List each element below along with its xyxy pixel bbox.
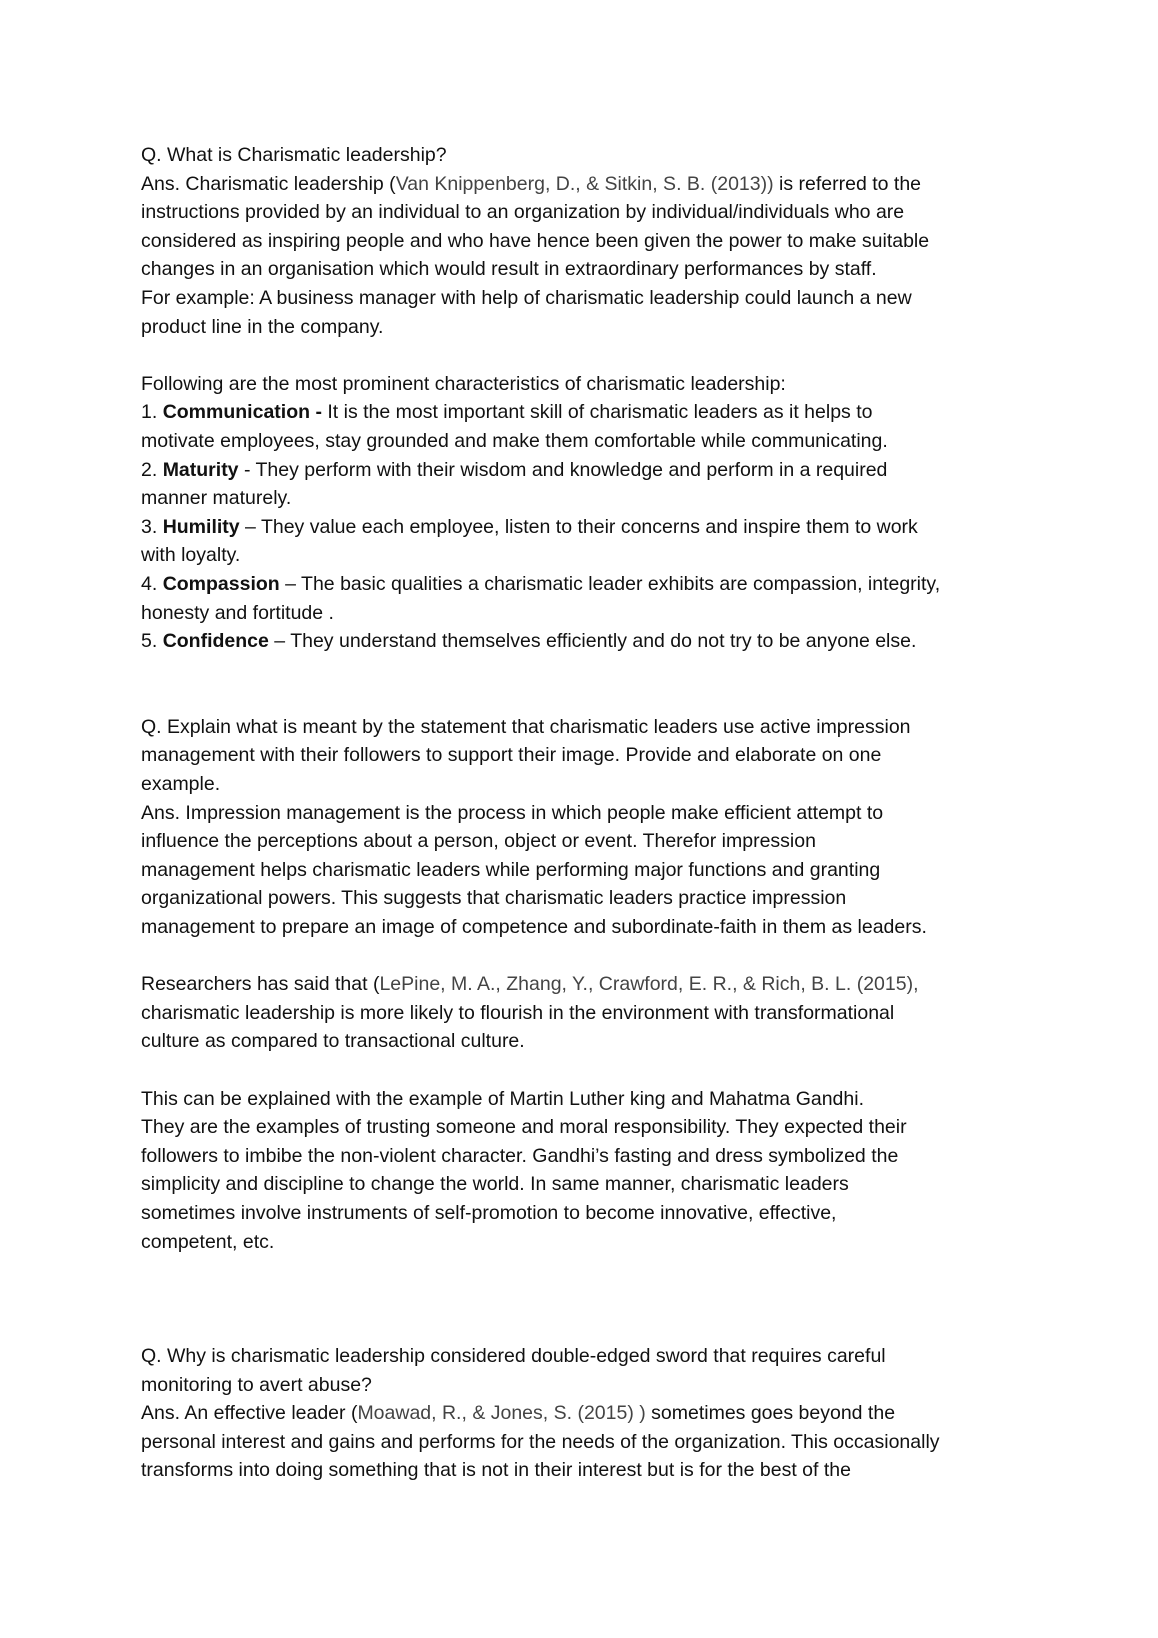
characteristic-item-cont: with loyalty.: [141, 544, 241, 567]
example-line: product line in the company.: [141, 315, 384, 338]
example-2-line: followers to imbibe the non-violent character. Gandhi’s fasting and dress symbolized the: [141, 1144, 899, 1167]
answer-3-line: personal interest and gains and performs for the needs of the organization. This occasionally: [141, 1430, 940, 1453]
citation: LePine, M. A., Zhang, Y., Crawford, E. R., & Rich, B. L. (2015),: [379, 973, 919, 996]
research-line: charismatic leadership is more likely to flourish in the environment with transformational: [141, 1001, 895, 1024]
citation: Van Knippenberg, D., & Sitkin, S. B. (2013)): [395, 172, 774, 195]
research-text: Researchers has said that (: [141, 973, 380, 996]
answer-1-line: considered as inspiring people and who have hence been given the power to make suitable: [141, 229, 930, 252]
item-term: Compassion: [162, 572, 280, 595]
item-term: Confidence: [162, 630, 269, 653]
question-3: Q. Why is charismatic leadership considered double-edged sword that requires careful: [141, 1344, 886, 1367]
answer-2-line: organizational powers. This suggests that charismatic leaders practice impression: [141, 887, 847, 910]
research-line: culture as compared to transactional culture.: [141, 1030, 525, 1053]
example-2-line: competent, etc.: [141, 1230, 275, 1253]
characteristic-item-cont: manner maturely.: [141, 487, 292, 510]
answer-2-line: Ans. Impression management is the process in which people make efficient attempt to: [141, 801, 884, 824]
research-line: [141, 970, 1021, 999]
item-term: Maturity: [162, 458, 239, 481]
answer-3-line: [141, 1399, 1021, 1428]
answer-3-line: transforms into doing something that is not in their interest but is for the best of the: [141, 1459, 851, 1482]
answer-text: sometimes goes beyond the: [645, 1402, 896, 1425]
item-term: Humility: [162, 515, 240, 538]
characteristic-item: [141, 513, 1021, 542]
item-text: – The basic qualities a charismatic leader exhibits are compassion, integrity,: [279, 572, 941, 595]
item-number: 5.: [141, 630, 163, 653]
document-body: [141, 141, 1021, 1485]
question-2: management with their followers to support their image. Provide and elaborate on one: [141, 744, 882, 767]
question-2: example.: [141, 773, 221, 796]
answer-1-line: changes in an organisation which would result in extraordinary performances by staff.: [141, 258, 877, 281]
answer-1-line: [141, 170, 1021, 199]
item-number: 2.: [141, 458, 163, 481]
answer-2-line: management to prepare an image of competence and subordinate-faith in them as leaders.: [141, 916, 927, 939]
answer-2-line: influence the perceptions about a person, object or event. Therefor impression: [141, 830, 816, 853]
characteristic-item: [141, 398, 1021, 427]
item-number: 1.: [141, 401, 163, 424]
example-line: For example: A business manager with help of charismatic leadership could launch a new: [141, 286, 912, 309]
example-2-line: simplicity and discipline to change the world. In same manner, charismatic leaders: [141, 1173, 849, 1196]
item-text: – They understand themselves efficiently and do not try to be anyone else.: [268, 630, 917, 653]
answer-text: Ans. An effective leader (: [141, 1402, 358, 1425]
characteristics-intro: Following are the most prominent characteristics of charismatic leadership:: [141, 372, 786, 395]
question-2: Q. Explain what is meant by the statement that charismatic leaders use active impression: [141, 715, 911, 738]
characteristic-item-cont: motivate employees, stay grounded and make them comfortable while communicating.: [141, 429, 888, 452]
item-number: 4.: [141, 572, 163, 595]
characteristic-item: [141, 627, 1021, 656]
example-2-line: This can be explained with the example of Martin Luther king and Mahatma Gandhi.: [141, 1087, 864, 1110]
characteristic-item: [141, 570, 1021, 599]
answer-2-line: management helps charismatic leaders while performing major functions and granting: [141, 858, 881, 881]
question-3: monitoring to avert abuse?: [141, 1373, 372, 1396]
characteristic-item-cont: honesty and fortitude .: [141, 601, 334, 624]
answer-text: is referred to the: [773, 172, 922, 195]
item-text: – They value each employee, listen to their concerns and inspire them to work: [239, 515, 918, 538]
item-text: - They perform with their wisdom and knowledge and perform in a required: [238, 458, 888, 481]
citation: Moawad, R., & Jones, S. (2015) ): [357, 1402, 646, 1425]
example-2-line: They are the examples of trusting someone and moral responsibility. They expected their: [141, 1116, 907, 1139]
answer-1-line: instructions provided by an individual to an organization by individual/individuals who are: [141, 201, 905, 224]
item-number: 3.: [141, 515, 163, 538]
answer-text: Ans. Charismatic leadership (: [141, 172, 396, 195]
characteristic-item: [141, 456, 1021, 485]
item-text: It is the most important skill of charismatic leaders as it helps to: [321, 401, 873, 424]
item-term: Communication -: [162, 401, 322, 424]
question-1: Q. What is Charismatic leadership?: [141, 144, 447, 166]
example-2-line: sometimes involve instruments of self-promotion to become innovative, effective,: [141, 1201, 837, 1224]
